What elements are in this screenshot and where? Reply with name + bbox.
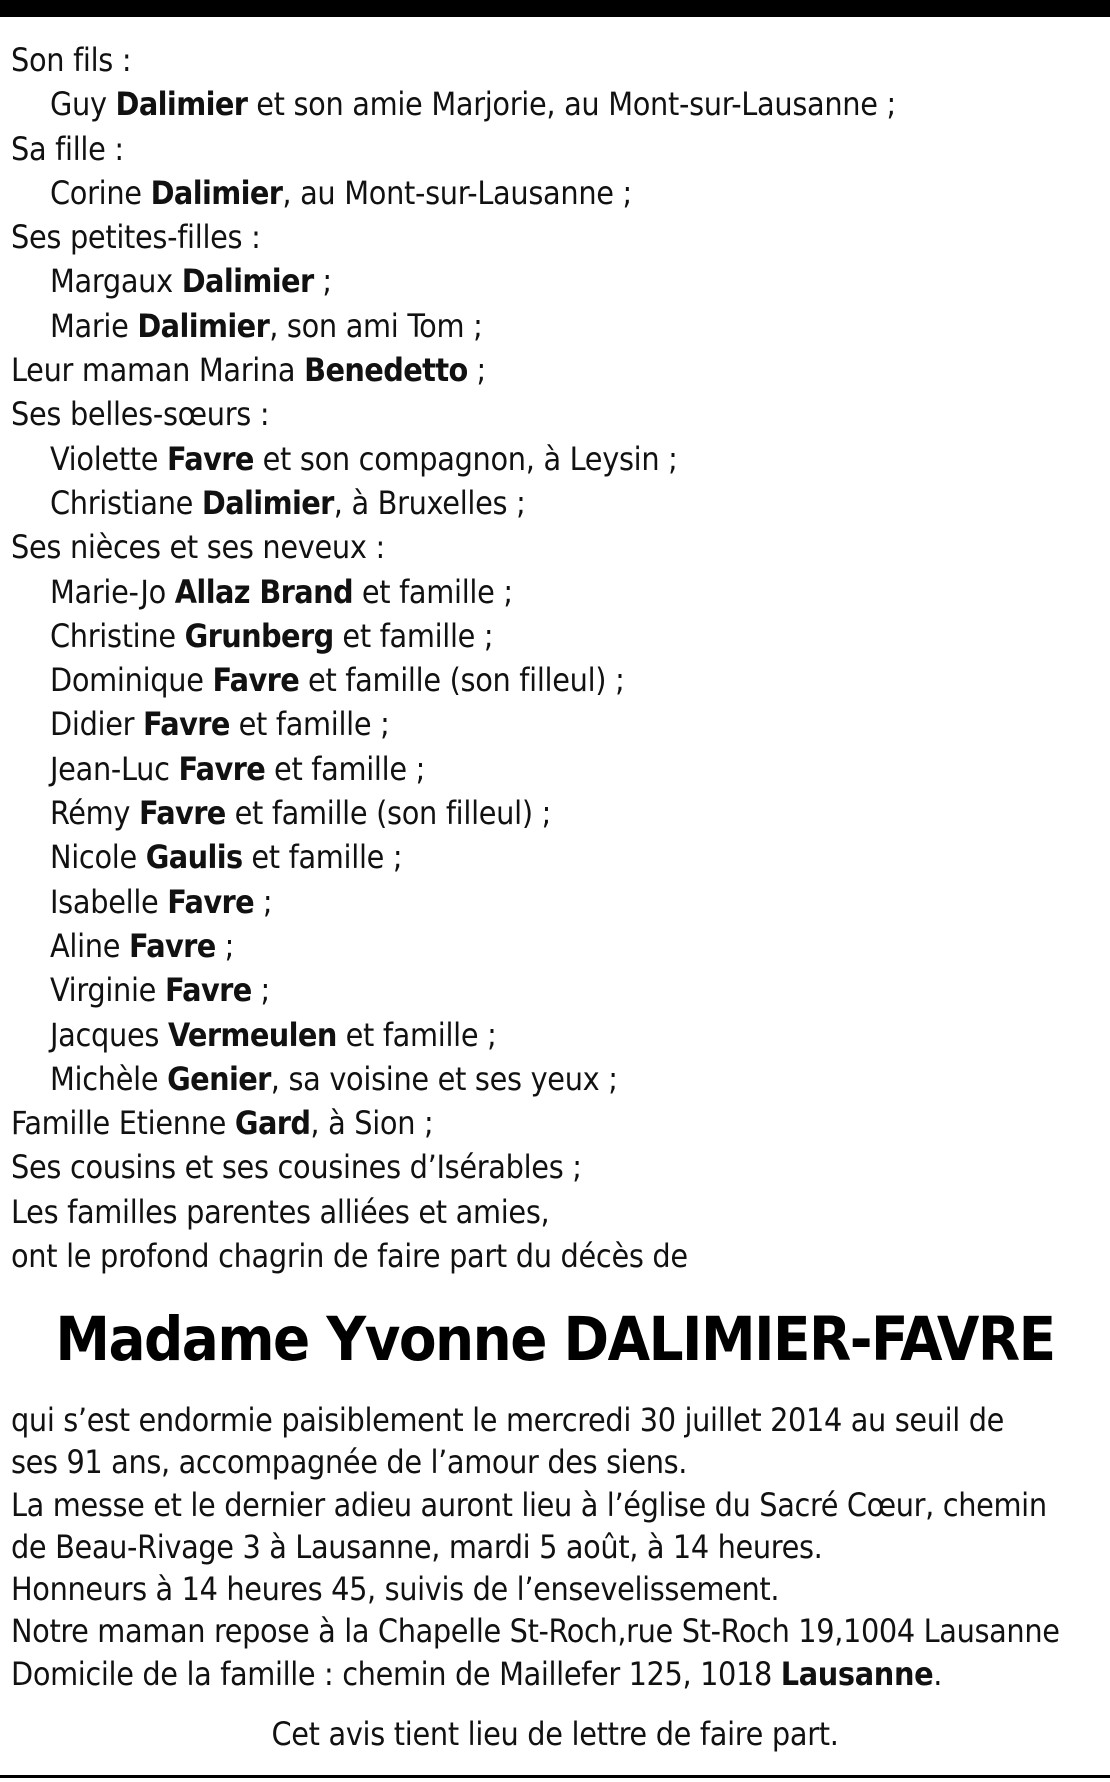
bottom-rule: [0, 1775, 1110, 1778]
surname: Dalimier: [181, 262, 314, 301]
surname: Dalimier: [201, 483, 334, 522]
line-suffix: et famille ;: [265, 749, 425, 788]
line-suffix: et famille ;: [333, 616, 494, 655]
first-name: Dominique: [50, 661, 213, 700]
family-line: [11, 968, 1101, 1012]
relation-label: Ses petites-filles :: [11, 218, 261, 257]
line-suffix: , son ami Tom ;: [269, 306, 483, 345]
first-name: Isabelle: [50, 882, 168, 921]
family-line: [11, 658, 1101, 702]
surname: Dalimier: [137, 306, 270, 345]
body-text: qui s’est endormie paisiblement le mercredi 30 juillet 2014 au seuil de: [11, 1401, 1005, 1439]
surname: Favre: [167, 882, 255, 921]
relation-label: Ses nièces et ses neveux :: [11, 528, 385, 567]
line-suffix: et famille ;: [336, 1015, 497, 1054]
family-line: [11, 481, 1101, 525]
first-name: Corine: [50, 173, 151, 212]
line-suffix: et famille ;: [353, 572, 513, 611]
body-text: ses 91 ans, accompagnée de l’amour des siens.: [11, 1443, 688, 1482]
surname: Favre: [164, 971, 252, 1010]
family-line: [11, 525, 1101, 569]
line-suffix: et famille ;: [229, 705, 390, 744]
family-list: [11, 38, 1101, 1278]
first-name: Aline: [50, 926, 129, 965]
family-line: [11, 259, 1101, 303]
surname: Dalimier: [150, 173, 283, 212]
family-line: [11, 924, 1101, 968]
line-suffix: ;: [251, 971, 270, 1010]
relation-label: Ses belles-sœurs :: [11, 395, 270, 434]
first-name: Famille Etienne: [11, 1104, 235, 1143]
announcement-body: [11, 1399, 1106, 1695]
line-suffix: .: [933, 1654, 943, 1693]
first-name: Leur maman Marina: [11, 351, 305, 390]
family-line: [11, 614, 1101, 658]
first-name: Guy: [50, 85, 116, 124]
body-text: Notre maman repose à la Chapelle St-Roch,rue St-Roch 19,1004 Lausanne: [11, 1612, 1060, 1651]
body-line: [11, 1610, 1106, 1652]
family-line: [11, 747, 1101, 791]
line-suffix: et son compagnon, à Leysin ;: [253, 439, 678, 478]
surname: Gaulis: [145, 838, 243, 877]
family-line: [11, 1234, 1101, 1278]
family-line: [11, 791, 1101, 835]
body-line: [11, 1399, 1106, 1441]
first-name: Marie: [50, 306, 138, 345]
family-line: [11, 835, 1101, 879]
family-line: [11, 1145, 1101, 1189]
closing-note: Cet avis tient lieu de lettre de faire part.: [271, 1715, 839, 1753]
surname: Favre: [129, 926, 216, 965]
family-line: [11, 437, 1101, 481]
surname: Favre: [139, 794, 226, 833]
relation-label: Ses cousins et ses cousines d’Isérables ;: [11, 1148, 582, 1187]
family-line: [11, 1190, 1101, 1234]
surname: Favre: [178, 749, 266, 788]
relation-label: Les familles parentes alliées et amies,: [11, 1192, 550, 1231]
family-line: [11, 880, 1101, 924]
first-name: Christiane: [50, 483, 202, 522]
line-suffix: , au Mont-sur-Lausanne ;: [282, 173, 632, 212]
first-name: Nicole: [50, 838, 146, 877]
first-name: Margaux: [50, 262, 182, 301]
first-name: Didier: [50, 705, 144, 744]
family-line: [11, 38, 1101, 82]
deceased-name: Madame Yvonne DALIMIER-FAVRE: [55, 1304, 1055, 1375]
relation-label: Son fils :: [11, 41, 132, 79]
family-line: [11, 127, 1101, 171]
first-name: Rémy: [50, 794, 140, 833]
family-line: [11, 392, 1101, 436]
line-suffix: et famille (son filleul) ;: [299, 661, 625, 700]
surname: Allaz Brand: [174, 572, 354, 611]
line-suffix: ;: [313, 262, 332, 301]
family-line: [11, 1013, 1101, 1057]
surname: Grunberg: [184, 616, 334, 655]
family-line: [11, 1101, 1101, 1145]
top-rule: [0, 0, 1110, 17]
surname: Vermeulen: [167, 1015, 337, 1054]
first-name: Christine: [50, 616, 185, 655]
line-suffix: ;: [215, 926, 234, 965]
first-name: Jacques: [50, 1015, 168, 1054]
body-text: Domicile de la famille : chemin de Maillefer 125, 1018: [11, 1654, 781, 1693]
body-text: La messe et le dernier adieu auront lieu à l’église du Sacré Cœur, chemin: [11, 1485, 1047, 1524]
surname: Benedetto: [304, 351, 468, 390]
family-line: [11, 348, 1101, 392]
body-text: Honneurs à 14 heures 45, suivis de l’ensevelissement.: [11, 1570, 780, 1609]
first-name: Michèle: [50, 1059, 168, 1098]
relation-label: Sa fille :: [11, 129, 124, 168]
family-line: [11, 215, 1101, 259]
first-name: Violette: [50, 439, 168, 478]
family-line: [11, 304, 1101, 348]
body-line: [11, 1441, 1106, 1483]
body-line: [11, 1568, 1106, 1610]
family-line: [11, 1057, 1101, 1101]
body-line: [11, 1484, 1106, 1526]
announcement-line: ont le profond chagrin de faire part du décès de: [11, 1237, 688, 1276]
line-suffix: et famille ;: [242, 838, 403, 877]
first-name: Jean-Luc: [50, 749, 179, 788]
surname: Favre: [143, 705, 230, 744]
line-suffix: et famille (son filleul) ;: [225, 794, 552, 833]
family-line: [11, 82, 1101, 126]
line-suffix: ;: [467, 351, 486, 390]
line-suffix: , à Sion ;: [310, 1104, 434, 1143]
body-line: [11, 1526, 1106, 1568]
body-text: de Beau-Rivage 3 à Lausanne, mardi 5 août, à 14 heures.: [11, 1527, 823, 1566]
line-suffix: ;: [254, 882, 273, 921]
line-suffix: , sa voisine et ses yeux ;: [270, 1059, 618, 1098]
surname: Favre: [212, 661, 300, 700]
body-line: [11, 1653, 1106, 1695]
surname: Gard: [234, 1104, 311, 1143]
surname: Genier: [167, 1059, 271, 1098]
family-line: [11, 570, 1101, 614]
family-line: [11, 702, 1101, 746]
first-name: Marie-Jo: [50, 572, 175, 611]
family-line: [11, 171, 1101, 215]
line-suffix: , à Bruxelles ;: [333, 483, 526, 522]
first-name: Virginie: [50, 971, 165, 1010]
city-name: Lausanne: [780, 1654, 934, 1693]
surname: Dalimier: [115, 85, 248, 124]
line-suffix: et son amie Marjorie, au Mont-sur-Lausanne ;: [247, 85, 896, 124]
surname: Favre: [167, 439, 254, 478]
